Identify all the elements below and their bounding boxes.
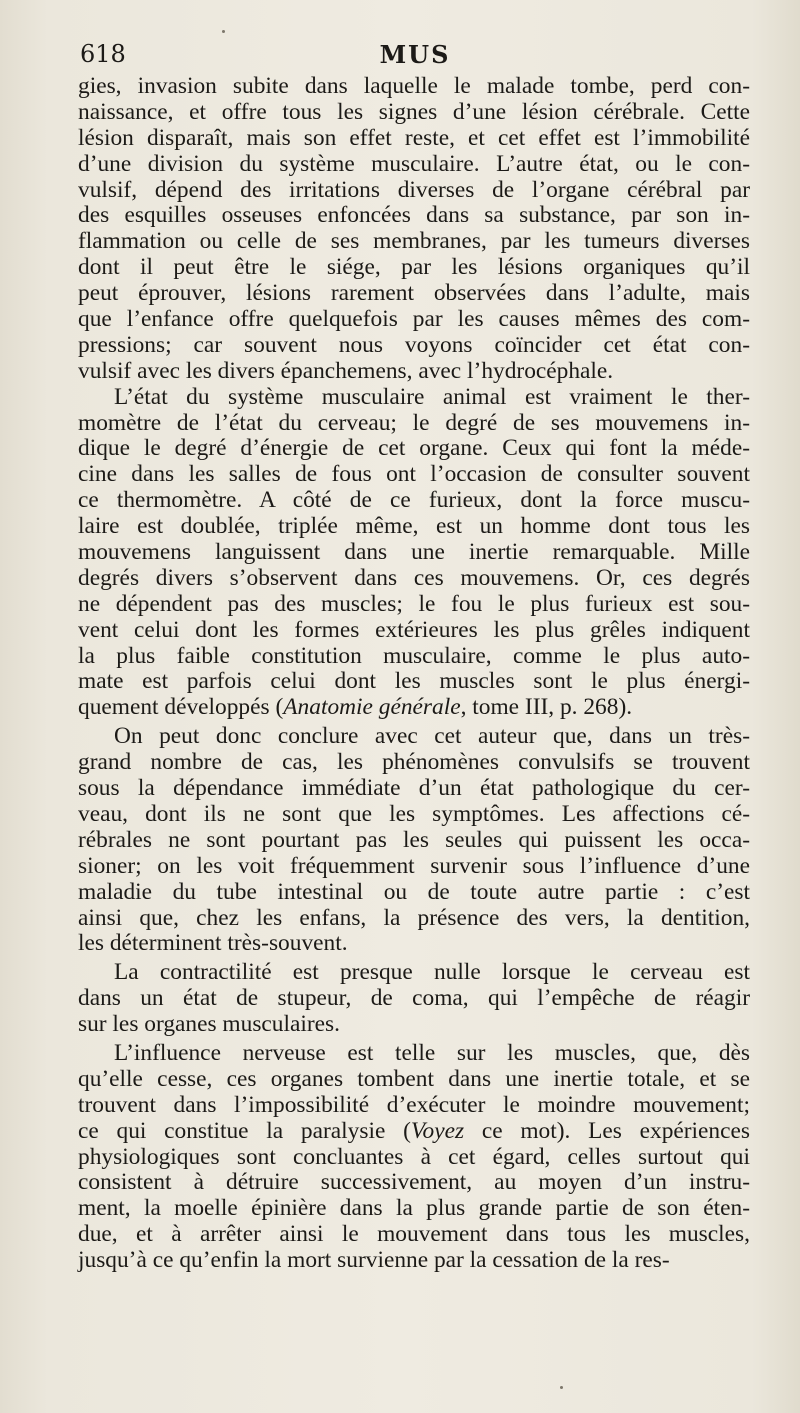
text-line: L’influence nerveuse est telle sur les muscles, que, dès bbox=[114, 1039, 750, 1066]
body-text bbox=[78, 74, 750, 1274]
text-line: On peut donc conclure avec cet auteur que, dans un très- bbox=[114, 723, 750, 750]
text-line: sioner; on les voit fréquemment survenir sous l’influence d’une bbox=[78, 852, 750, 879]
text-line: d’une division du système musculaire. L’autre état, ou le con- bbox=[78, 150, 750, 177]
text-line: ainsi que, chez les enfans, la présence des vers, la dentition, bbox=[78, 904, 750, 931]
paper-speck bbox=[222, 30, 225, 33]
paragraph bbox=[78, 1041, 750, 1274]
paragraph bbox=[78, 74, 750, 385]
text-line: ment, la moelle épinière dans la plus grande partie de son éten- bbox=[78, 1195, 750, 1222]
text-line: vulsif avec les divers épanchemens, avec l’hydrocéphale. bbox=[78, 357, 614, 384]
text-line: degrés divers s’observent dans ces mouvemens. Or, ces degrés bbox=[78, 564, 750, 591]
text-line: flammation ou celle de ses membranes, par les tumeurs diverses bbox=[78, 228, 750, 255]
text-line: naissance, et offre tous les signes d’une lésion cérébrale. Cette bbox=[78, 98, 750, 125]
text-line: momètre de l’état du cerveau; le degré de ses mouvemens in- bbox=[78, 409, 750, 436]
text-line: grand nombre de cas, les phénomènes convulsifs se trouvent bbox=[78, 749, 750, 776]
text-line: trouvent dans l’impossibilité d’exécuter le moindre mouvement; bbox=[78, 1091, 750, 1118]
text-line: sur les organes musculaires. bbox=[78, 1011, 341, 1038]
paragraph bbox=[78, 960, 750, 1038]
text-line: que l’enfance offre quelquefois par les causes mêmes des com- bbox=[78, 306, 750, 333]
text-line: mate est parfois celui dont les muscles sont le plus énergi- bbox=[78, 668, 750, 695]
text-line: La contractilité est presque nulle lorsque le cerveau est bbox=[114, 959, 750, 986]
page-header bbox=[80, 40, 750, 72]
text-line: mouvemens languissent dans une inertie remarquable. Mille bbox=[78, 539, 750, 566]
text-line: consistent à détruire successivement, au moyen d’un instru- bbox=[78, 1169, 750, 1196]
text-line: gies, invasion subite dans laquelle le malade tombe, perd con- bbox=[78, 73, 750, 99]
text-line: quement développés (Anatomie générale, tome III, p. 268). bbox=[78, 694, 633, 721]
text-line: L’état du système musculaire animal est vraiment le ther- bbox=[114, 383, 750, 410]
text-line: ce thermomètre. A côté de ce furieux, dont la force muscu- bbox=[78, 487, 750, 514]
text-line: due, et à arrêter ainsi le mouvement dans tous les muscles, bbox=[78, 1221, 750, 1248]
text-line: rébrales ne sont pourtant pas les seules qui puissent les occa- bbox=[78, 826, 750, 853]
text-line: peut éprouver, lésions rarement observées dans l’adulte, mais bbox=[78, 280, 750, 307]
text-line: jusqu’à ce qu’enfin la mort survienne par la cessation de la res- bbox=[78, 1247, 670, 1274]
paragraph bbox=[78, 385, 750, 722]
text-line: laire est doublée, triplée même, est un homme dont tous les bbox=[78, 513, 750, 540]
text-line: la plus faible constitution musculaire, comme le plus auto- bbox=[78, 642, 750, 669]
text-line: sous la dépendance immédiate d’un état pathologique du cer- bbox=[78, 775, 750, 802]
running-head: MUS bbox=[379, 40, 451, 69]
paragraph bbox=[78, 724, 750, 957]
page-number: 618 bbox=[80, 40, 126, 68]
text-line: ce qui constitue la paralysie (Voyez ce mot). Les expériences bbox=[78, 1117, 750, 1144]
text-line: dans un état de stupeur, de coma, qui l’empêche de réagir bbox=[78, 985, 750, 1012]
text-line: vent celui dont les formes extérieures les plus grêles indiquent bbox=[78, 616, 750, 643]
paper-speck bbox=[560, 1386, 563, 1389]
text-line: cine dans les salles de fous ont l’occasion de consulter souvent bbox=[78, 461, 750, 488]
text-line: vulsif, dépend des irritations diverses de l’organe cérébral par bbox=[78, 176, 750, 203]
text-line: les déterminent très-souvent. bbox=[78, 930, 348, 957]
text-line: dont il peut être le siége, par les lésions organiques qu’il bbox=[78, 254, 750, 281]
text-line: qu’elle cesse, ces organes tombent dans une inertie totale, et se bbox=[78, 1065, 750, 1092]
text-line: des esquilles osseuses enfoncées dans sa substance, par son in- bbox=[78, 202, 750, 229]
text-line: dique le degré d’énergie de cet organe. Ceux qui font la méde- bbox=[78, 435, 750, 462]
text-line: physiologiques sont concluantes à cet égard, celles surtout qui bbox=[78, 1143, 750, 1170]
text-line: pressions; car souvent nous voyons coïncider cet état con- bbox=[78, 331, 750, 358]
text-line: maladie du tube intestinal ou de toute autre partie : c’est bbox=[78, 878, 750, 905]
text-line: veau, dont ils ne sont que les symptômes. Les affections cé- bbox=[78, 800, 750, 827]
text-line: ne dépendent pas des muscles; le fou le plus furieux est sou- bbox=[78, 590, 750, 617]
text-line: lésion disparaît, mais son effet reste, et cet effet est l’immobilité bbox=[78, 124, 750, 151]
